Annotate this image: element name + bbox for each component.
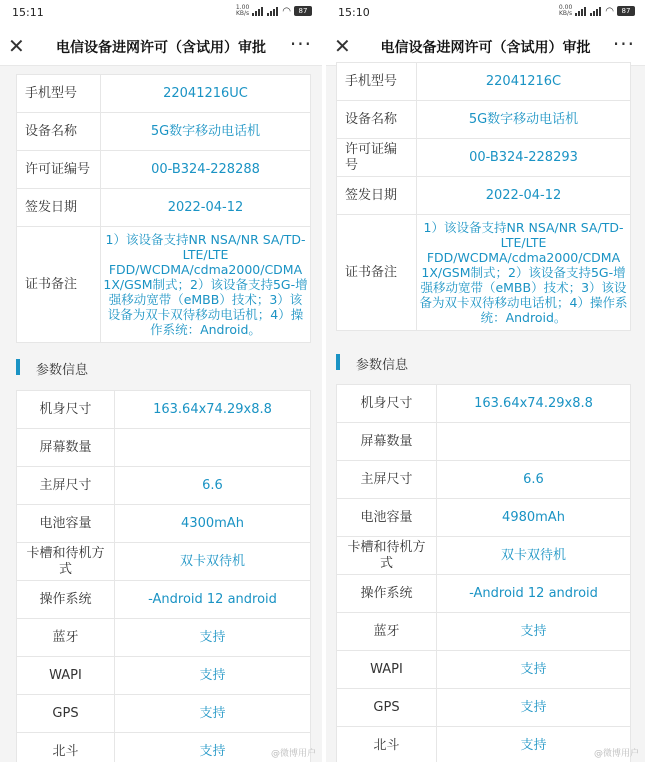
row-label: 设备名称: [337, 101, 417, 139]
row-value: 双卡双待机: [437, 537, 631, 575]
row-label: 卡槽和待机方式: [337, 537, 437, 575]
basic-info-table: [16, 74, 311, 343]
phone-screen-right: [326, 0, 645, 762]
row-label: 证书备注: [17, 227, 101, 343]
table-row: [17, 189, 311, 227]
row-label: 北斗: [337, 727, 437, 762]
watermark: @微博用户: [270, 749, 316, 759]
row-value: 支持: [115, 695, 311, 733]
status-time: 15:10: [338, 6, 370, 19]
table-row: [337, 461, 631, 499]
page-title: 电信设备进网许可（含试用）审批: [56, 40, 266, 56]
row-label: 手机型号: [17, 75, 101, 113]
row-value: 1）该设备支持NR NSA/NR SA/TD-LTE/LTE FDD/WCDMA/cdma2000/CDMA 1X/GSM制式；2）该设备支持5G-增强移动宽带（eMBB）技术；3）该设备为双卡双待移动电话机；4）操作系统：Android。: [101, 227, 311, 343]
network-speed: [559, 5, 572, 17]
row-label: 签发日期: [17, 189, 101, 227]
row-label: 许可证编号: [337, 139, 417, 177]
table-row: [17, 151, 311, 189]
row-value: 支持: [115, 657, 311, 695]
content: [326, 66, 645, 762]
network-speed-unit: KB/s: [558, 10, 573, 17]
section-accent-bar: [16, 359, 20, 375]
phone-screen-left: [0, 0, 322, 762]
row-value: 支持: [437, 613, 631, 651]
more-icon[interactable]: ···: [289, 32, 312, 56]
content: [0, 66, 322, 762]
row-value: 163.64x74.29x8.8: [437, 385, 631, 423]
row-value: 支持: [115, 619, 311, 657]
network-speed-unit: KB/s: [235, 10, 250, 17]
table-row: [17, 733, 311, 762]
table-row: [17, 657, 311, 695]
table-row: [17, 113, 311, 151]
row-value: 支持: [437, 651, 631, 689]
row-label: 蓝牙: [337, 613, 437, 651]
row-label: 主屏尺寸: [337, 461, 437, 499]
table-row: [17, 695, 311, 733]
row-value: [115, 429, 311, 467]
row-label: 卡槽和待机方式: [17, 543, 115, 581]
nav-bar: [326, 26, 645, 66]
row-value: 22041216UC: [101, 75, 311, 113]
section-header: [336, 351, 536, 373]
row-label: 电池容量: [337, 499, 437, 537]
row-value: -Android 12 android: [437, 575, 631, 613]
page-title: 电信设备进网许可（含试用）审批: [380, 40, 591, 56]
table-row: [337, 651, 631, 689]
row-value: 1）该设备支持NR NSA/NR SA/TD-LTE/LTE FDD/WCDMA/cdma2000/CDMA 1X/GSM制式；2）该设备支持5G-增强移动宽带（eMBB）技术；3）该设备为双卡双待移动电话机；4）操作系统：Android。: [417, 215, 631, 331]
status-bar: [326, 0, 645, 26]
row-value: 4980mAh: [437, 499, 631, 537]
signal-icon: [575, 7, 587, 16]
row-value: 支持: [437, 727, 631, 762]
row-label: GPS: [17, 695, 115, 733]
row-value: 2022-04-12: [101, 189, 311, 227]
wifi-icon: ◠: [282, 5, 291, 17]
row-label: 北斗: [17, 733, 115, 762]
row-value: 5G数字移动电话机: [417, 101, 631, 139]
table-row: [17, 505, 311, 543]
battery-icon: 87: [617, 6, 635, 16]
table-row: [337, 177, 631, 215]
signal-icon: [267, 7, 279, 16]
params-table: [16, 390, 311, 762]
section-accent-bar: [336, 354, 340, 370]
row-value: 6.6: [115, 467, 311, 505]
row-label: 主屏尺寸: [17, 467, 115, 505]
table-row: [17, 227, 311, 343]
table-row: [17, 581, 311, 619]
row-value: -Android 12 android: [115, 581, 311, 619]
close-icon[interactable]: ✕: [334, 34, 351, 58]
row-label: 设备名称: [17, 113, 101, 151]
nav-bar: [0, 26, 322, 66]
battery-icon: 87: [294, 6, 312, 16]
table-row: [337, 727, 631, 762]
watermark: @微博用户: [593, 749, 639, 759]
row-label: 屏幕数量: [17, 429, 115, 467]
table-row: [337, 499, 631, 537]
signal-icon: [252, 7, 264, 16]
more-icon[interactable]: ···: [612, 32, 635, 56]
row-value: 支持: [115, 733, 311, 762]
table-row: [17, 467, 311, 505]
row-value: 4300mAh: [115, 505, 311, 543]
network-speed-value: 1.00: [235, 4, 250, 11]
table-row: [337, 215, 631, 331]
row-label: 操作系统: [17, 581, 115, 619]
params-table: [336, 384, 631, 762]
basic-info-table: [336, 62, 631, 331]
table-row: [337, 63, 631, 101]
table-row: [17, 75, 311, 113]
row-value: 支持: [437, 689, 631, 727]
row-label: 许可证编号: [17, 151, 101, 189]
table-row: [337, 385, 631, 423]
status-bar: [0, 0, 322, 26]
row-value: 5G数字移动电话机: [101, 113, 311, 151]
row-label: WAPI: [17, 657, 115, 695]
table-row: [337, 423, 631, 461]
table-row: [337, 689, 631, 727]
row-label: 机身尺寸: [337, 385, 437, 423]
row-label: 操作系统: [337, 575, 437, 613]
row-label: GPS: [337, 689, 437, 727]
row-label: WAPI: [337, 651, 437, 689]
table-row: [17, 429, 311, 467]
row-value: 2022-04-12: [417, 177, 631, 215]
row-value: 22041216C: [417, 63, 631, 101]
section-title: 参数信息: [36, 363, 89, 378]
row-label: 屏幕数量: [337, 423, 437, 461]
table-row: [337, 613, 631, 651]
table-row: [337, 101, 631, 139]
row-value: 6.6: [437, 461, 631, 499]
table-row: [337, 537, 631, 575]
row-label: 证书备注: [337, 215, 417, 331]
signal-icon: [590, 7, 602, 16]
row-value: 双卡双待机: [115, 543, 311, 581]
row-label: 电池容量: [17, 505, 115, 543]
row-label: 手机型号: [337, 63, 417, 101]
row-label: 机身尺寸: [17, 391, 115, 429]
row-label: 蓝牙: [17, 619, 115, 657]
section-header: [16, 356, 216, 378]
network-speed-value: 0.00: [558, 4, 573, 11]
status-icons: [236, 5, 312, 17]
section-title: 参数信息: [356, 358, 409, 373]
wifi-icon: ◠: [605, 5, 614, 17]
table-row: [337, 139, 631, 177]
row-value: 00-B324-228293: [417, 139, 631, 177]
network-speed: [236, 5, 249, 17]
table-row: [17, 543, 311, 581]
row-value: 00-B324-228288: [101, 151, 311, 189]
status-time: 15:11: [12, 6, 44, 19]
row-value: [437, 423, 631, 461]
status-icons: [559, 5, 635, 17]
table-row: [17, 391, 311, 429]
close-icon[interactable]: ✕: [8, 34, 25, 58]
row-value: 163.64x74.29x8.8: [115, 391, 311, 429]
table-row: [337, 575, 631, 613]
row-label: 签发日期: [337, 177, 417, 215]
table-row: [17, 619, 311, 657]
